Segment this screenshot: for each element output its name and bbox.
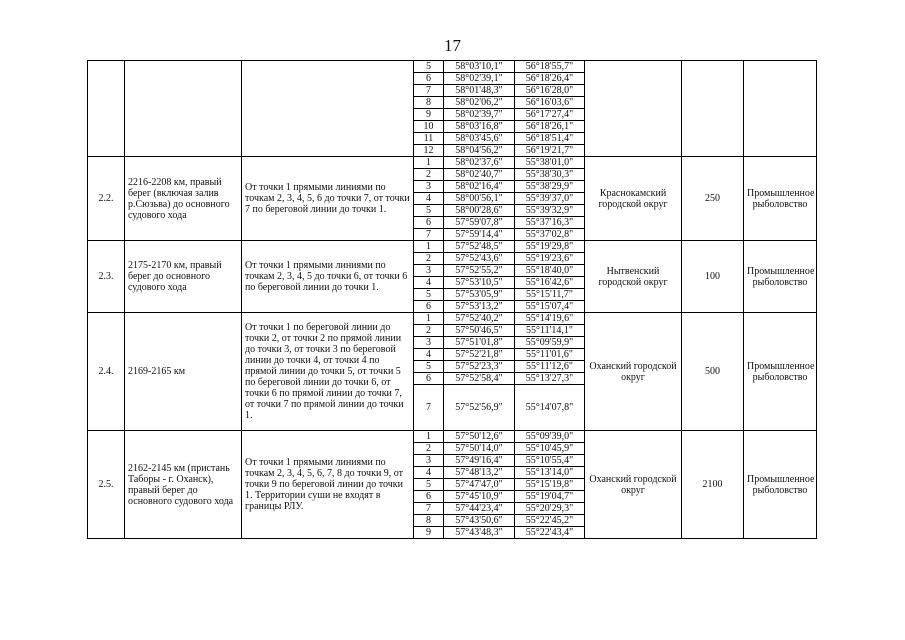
section-number-cell (88, 61, 125, 157)
longitude: 55°09'39,0" (515, 431, 585, 443)
latitude: 57°52'40,2" (444, 313, 515, 325)
point-number: 4 (414, 193, 444, 205)
point-number: 6 (414, 491, 444, 503)
longitude: 56°18'55,7" (515, 61, 585, 73)
usage-type: Промышленное рыболовство (744, 313, 817, 431)
longitude: 56°16'28,0" (515, 85, 585, 97)
latitude: 58°03'16,8" (444, 121, 515, 133)
latitude: 57°43'50,6" (444, 515, 515, 527)
latitude: 58°03'10,1" (444, 61, 515, 73)
latitude: 57°59'07,8" (444, 217, 515, 229)
point-number: 2 (414, 443, 444, 455)
section-number: 2.3. (88, 241, 125, 313)
latitude: 58°02'39,7" (444, 109, 515, 121)
longitude: 55°19'04,7" (515, 491, 585, 503)
longitude: 55°11'12,6" (515, 361, 585, 373)
point-number: 1 (414, 431, 444, 443)
point-number: 9 (414, 109, 444, 121)
longitude: 55°15'11,7" (515, 289, 585, 301)
page-number: 17 (444, 36, 461, 55)
latitude: 57°50'12,6" (444, 431, 515, 443)
point-number: 7 (414, 85, 444, 97)
table-row (88, 313, 817, 325)
longitude: 55°38'01,0" (515, 157, 585, 169)
latitude: 57°52'23,3" (444, 361, 515, 373)
point-number: 8 (414, 97, 444, 109)
table-row (88, 431, 817, 443)
longitude: 55°19'23,6" (515, 253, 585, 265)
latitude: 58°01'48,3" (444, 85, 515, 97)
point-number: 5 (414, 205, 444, 217)
latitude: 57°52'48,5" (444, 241, 515, 253)
municipality: Оханский городской округ (585, 313, 682, 431)
point-number: 4 (414, 349, 444, 361)
longitude: 55°39'37,0" (515, 193, 585, 205)
latitude: 57°52'55,2" (444, 265, 515, 277)
point-number: 3 (414, 265, 444, 277)
section-location: 2216-2208 км, правый берег (включая залив р.Сюзьва) до основного судового хода (125, 157, 242, 241)
section-number: 2.5. (88, 431, 125, 539)
location-cell (125, 61, 242, 157)
point-number: 4 (414, 277, 444, 289)
municipality-cell (585, 61, 682, 157)
latitude: 58°03'45,6" (444, 133, 515, 145)
longitude: 55°11'14,1" (515, 325, 585, 337)
longitude: 55°38'29,9" (515, 181, 585, 193)
latitude: 58°02'06,2" (444, 97, 515, 109)
point-number: 9 (414, 527, 444, 539)
latitude: 57°52'56,9" (444, 385, 515, 431)
section-description: От точки 1 прямыми линиями по точкам 2, 3, 4, 5, 6 до точки 7, от точки 7 по береговой линии до точки 1. (242, 157, 414, 241)
latitude: 57°43'48,3" (444, 527, 515, 539)
longitude: 55°19'29,8" (515, 241, 585, 253)
longitude: 56°19'21,7" (515, 145, 585, 157)
longitude: 55°14'19,6" (515, 313, 585, 325)
municipality: Оханский городской округ (585, 431, 682, 539)
section-description: От точки 1 по береговой линии до точки 2, от точки 2 по прямой линии до точки 3, от точки 3 по береговой линии до точки 4, от точки 4 по прямой линии до точки 5, от точки 5 по береговой линии до точки 6, от точки 6 по прямой линии до точки 7, от точки 7 по прямой линии до точки 1. (242, 313, 414, 431)
point-number: 3 (414, 455, 444, 467)
longitude: 55°13'27,3" (515, 373, 585, 385)
section-location: 2169-2165 км (125, 313, 242, 431)
latitude: 57°53'10,5" (444, 277, 515, 289)
point-number: 2 (414, 325, 444, 337)
latitude: 57°53'05,9" (444, 289, 515, 301)
latitude: 58°02'16,4" (444, 181, 515, 193)
latitude: 57°52'58,4" (444, 373, 515, 385)
longitude: 56°16'03,6" (515, 97, 585, 109)
point-number: 10 (414, 121, 444, 133)
point-number: 5 (414, 61, 444, 73)
longitude: 55°22'45,2" (515, 515, 585, 527)
longitude: 55°37'02,8" (515, 229, 585, 241)
table-row (88, 157, 817, 169)
longitude: 55°10'55,4" (515, 455, 585, 467)
longitude: 55°15'07,4" (515, 301, 585, 313)
latitude: 57°51'01,8" (444, 337, 515, 349)
latitude: 58°02'37,6" (444, 157, 515, 169)
latitude: 58°02'40,7" (444, 169, 515, 181)
point-number: 6 (414, 301, 444, 313)
longitude: 55°39'32,9" (515, 205, 585, 217)
longitude: 56°18'26,1" (515, 121, 585, 133)
latitude: 58°00'56,1" (444, 193, 515, 205)
point-number: 4 (414, 467, 444, 479)
usage-type: Промышленное рыболовство (744, 157, 817, 241)
table-row (88, 241, 817, 253)
area-value: 500 (682, 313, 744, 431)
fishing-areas-table (87, 60, 817, 539)
section-number: 2.4. (88, 313, 125, 431)
section-location: 2175-2170 км, правый берег до основного судового хода (125, 241, 242, 313)
point-number: 3 (414, 337, 444, 349)
latitude: 57°53'13,2" (444, 301, 515, 313)
latitude: 58°00'28,6" (444, 205, 515, 217)
usage-type: Промышленное рыболовство (744, 431, 817, 539)
longitude: 55°20'29,3" (515, 503, 585, 515)
section-description: От точки 1 прямыми линиями по точкам 2, 3, 4, 5, 6, 7, 8 до точки 9, от точки 9 по береговой линии до точки 1. Территории суши не входят в границы РЛУ. (242, 431, 414, 539)
section-description: От точки 1 прямыми линиями по точкам 2, 3, 4, 5 до точки 6, от точки 6 по береговой линии до точки 1. (242, 241, 414, 313)
longitude: 55°18'40,0" (515, 265, 585, 277)
latitude: 57°50'46,5" (444, 325, 515, 337)
point-number: 7 (414, 385, 444, 431)
latitude: 57°49'16,4" (444, 455, 515, 467)
point-number: 6 (414, 373, 444, 385)
latitude: 58°02'39,1" (444, 73, 515, 85)
latitude: 57°52'21,8" (444, 349, 515, 361)
latitude: 57°50'14,0" (444, 443, 515, 455)
longitude: 55°16'42,6" (515, 277, 585, 289)
point-number: 1 (414, 241, 444, 253)
longitude: 55°13'14,0" (515, 467, 585, 479)
area-cell (682, 61, 744, 157)
description-cell (242, 61, 414, 157)
point-number: 5 (414, 289, 444, 301)
latitude: 57°48'13,2" (444, 467, 515, 479)
longitude: 56°18'51,4" (515, 133, 585, 145)
longitude: 55°15'19,8" (515, 479, 585, 491)
latitude: 57°59'14,4" (444, 229, 515, 241)
point-number: 1 (414, 313, 444, 325)
point-number: 8 (414, 515, 444, 527)
longitude: 55°14'07,8" (515, 385, 585, 431)
table-row (88, 61, 817, 73)
municipality: Краснокамский городской округ (585, 157, 682, 241)
latitude: 57°52'43,6" (444, 253, 515, 265)
area-value: 250 (682, 157, 744, 241)
usage-type: Промышленное рыболовство (744, 241, 817, 313)
point-number: 2 (414, 253, 444, 265)
point-number: 6 (414, 73, 444, 85)
point-number: 3 (414, 181, 444, 193)
point-number: 5 (414, 479, 444, 491)
longitude: 55°38'30,3" (515, 169, 585, 181)
area-value: 100 (682, 241, 744, 313)
area-value: 2100 (682, 431, 744, 539)
longitude: 55°09'59,9" (515, 337, 585, 349)
point-number: 2 (414, 169, 444, 181)
use-cell (744, 61, 817, 157)
longitude: 55°11'01,6" (515, 349, 585, 361)
point-number: 11 (414, 133, 444, 145)
latitude: 57°45'10,9" (444, 491, 515, 503)
longitude: 56°18'26,4" (515, 73, 585, 85)
longitude: 55°22'43,4" (515, 527, 585, 539)
point-number: 1 (414, 157, 444, 169)
point-number: 7 (414, 503, 444, 515)
section-location: 2162-2145 км (пристань Таборы - г. Оханск), правый берег до основного судового хода (125, 431, 242, 539)
section-number: 2.2. (88, 157, 125, 241)
latitude: 57°47'47,0" (444, 479, 515, 491)
latitude: 57°44'23,4" (444, 503, 515, 515)
point-number: 7 (414, 229, 444, 241)
municipality: Нытвенский городской округ (585, 241, 682, 313)
point-number: 12 (414, 145, 444, 157)
longitude: 56°17'27,4" (515, 109, 585, 121)
point-number: 5 (414, 361, 444, 373)
point-number: 6 (414, 217, 444, 229)
latitude: 58°04'56,2" (444, 145, 515, 157)
longitude: 55°37'16,3" (515, 217, 585, 229)
longitude: 55°10'45,9" (515, 443, 585, 455)
